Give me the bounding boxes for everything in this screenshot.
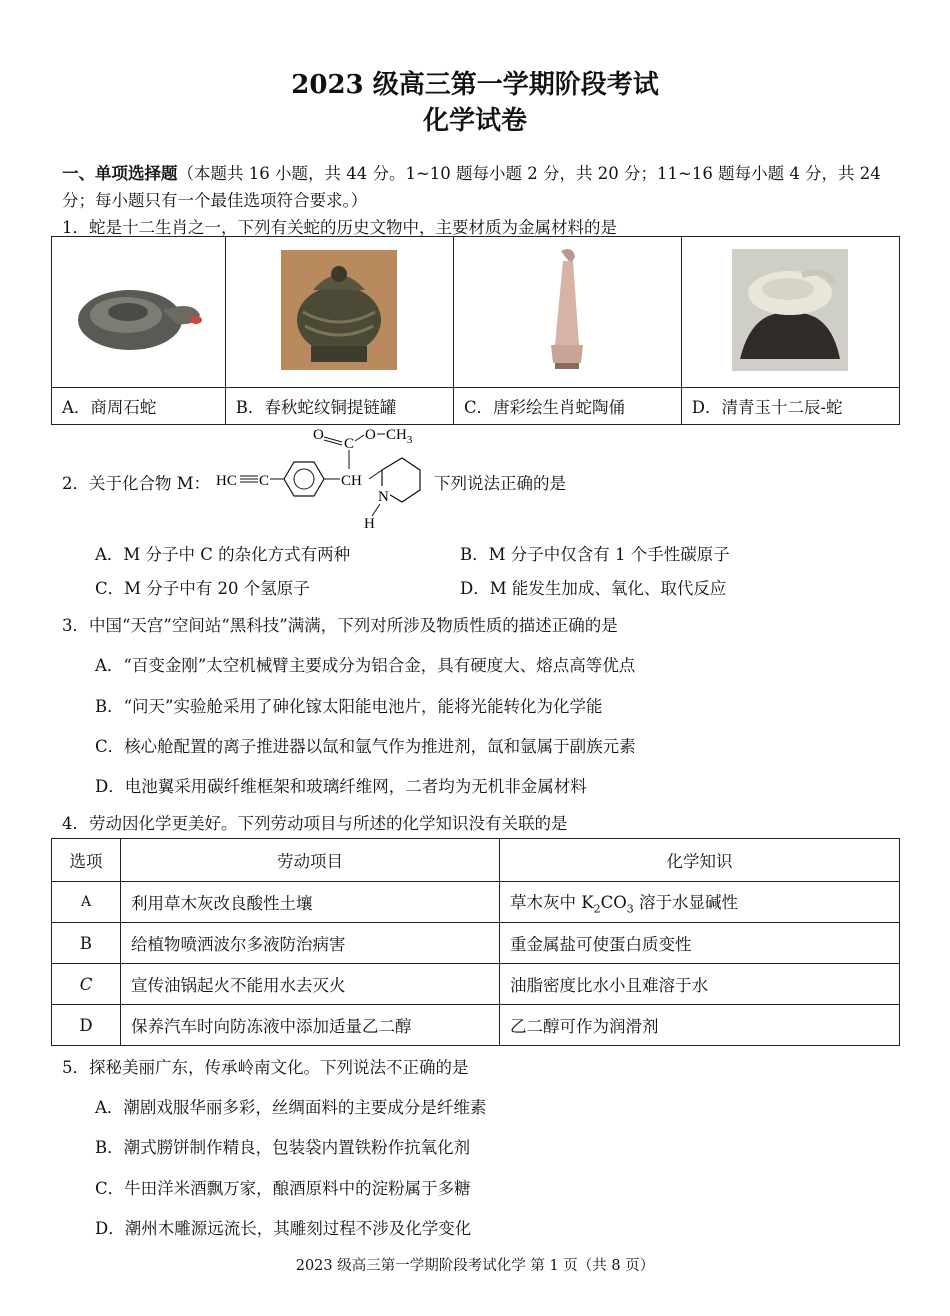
- q3-option-a[interactable]: A．“百变金刚”太空机械臂主要成分为铝合金，具有硬度大、熔点高等优点: [95, 656, 636, 675]
- row-labor-project: 利用草木灰改良酸性土壤: [121, 882, 500, 923]
- table-header-row: [52, 839, 900, 882]
- q2-option-a[interactable]: A．M 分子中 C 的杂化方式有两种: [95, 545, 351, 564]
- question-5-stem: 5．探秘美丽广东，传承岭南文化。下列说法不正确的是: [62, 1058, 469, 1077]
- q1-option-d[interactable]: D．清青玉十二辰-蛇: [681, 388, 899, 425]
- struct-n: N: [378, 489, 389, 505]
- compound-m-structure: [214, 424, 428, 532]
- bronze-jar-image-cell: [225, 237, 453, 388]
- struct-o-ester: O: [365, 427, 376, 443]
- q1-option-b[interactable]: B．春秋蛇纹铜提链罐: [225, 388, 453, 425]
- header-option: 选项: [52, 839, 121, 882]
- section-instructions-line1: [62, 160, 881, 184]
- struct-ch: CH: [341, 473, 362, 489]
- q5-option-d[interactable]: D．潮州木雕源远流长，其雕刻过程不涉及化学变化: [95, 1219, 472, 1238]
- stone-snake-image: [68, 260, 208, 360]
- row-labor-project: 给植物喷洒波尔多液防治病害: [121, 923, 500, 964]
- q2-option-d[interactable]: D．M 能发生加成、氧化、取代反应: [460, 579, 727, 598]
- header-labor-project: 劳动项目: [121, 839, 500, 882]
- q5-option-b[interactable]: B．潮式朥饼制作精良，包装袋内置铁粉作抗氧化剂: [95, 1138, 471, 1157]
- header-chem-knowledge: 化学知识: [500, 839, 900, 882]
- pottery-figurine-image-cell: [453, 237, 681, 388]
- row-option-label: D: [52, 1005, 121, 1046]
- question-1-image-table: [51, 236, 900, 425]
- table-row[interactable]: [52, 964, 900, 1005]
- table-row[interactable]: [52, 923, 900, 964]
- q1-option-a[interactable]: A．商周石蛇: [52, 388, 226, 425]
- question-4-stem: 4．劳动因化学更美好。下列劳动项目与所述的化学知识没有关联的是: [62, 814, 568, 833]
- bronze-jar-image: [281, 250, 397, 370]
- jade-snake-image-cell: [681, 237, 899, 388]
- struct-hc: HC: [216, 473, 237, 489]
- exam-subject-title: 化学试卷: [422, 106, 527, 136]
- q3-option-d[interactable]: D．电池翼采用碳纤维框架和玻璃纤维网，二者均为无机非金属材料: [95, 777, 587, 796]
- row-option-label: A: [52, 882, 121, 923]
- jade-snake-image: [732, 249, 848, 371]
- row-option-label: C: [52, 964, 121, 1005]
- q3-option-c[interactable]: C．核心舱配置的离子推进器以氙和氩气作为推进剂，氙和氩属于副族元素: [95, 737, 636, 756]
- struct-c: C: [259, 473, 270, 489]
- q2-option-b[interactable]: B．M 分子中仅含有 1 个手性碳原子: [460, 545, 730, 564]
- row-chem-knowledge: 重金属盐可使蛋白质变性: [500, 923, 900, 964]
- question-4-table: [51, 838, 900, 1046]
- struct-o-carbonyl: O: [313, 427, 324, 443]
- q5-option-a[interactable]: A．潮剧戏服华丽多彩，丝绸面料的主要成分是纤维素: [95, 1098, 487, 1117]
- question-2-prefix: 2．关于化合物 M：: [62, 474, 211, 493]
- q2-option-c[interactable]: C．M 分子中有 20 个氢原子: [95, 579, 310, 598]
- question-3-stem: 3．中国“天宫”空间站“黑科技”满满，下列对所涉及物质性质的描述正确的是: [62, 616, 618, 635]
- struct-ch3: $CH_3$: [386, 427, 413, 446]
- question-1-stem: 1．蛇是十二生肖之一，下列有关蛇的历史文物中，主要材质为金属材料的是: [62, 218, 617, 237]
- struct-h: H: [364, 516, 375, 532]
- q5-option-c[interactable]: C．牛田洋米酒飘万家，酿酒原料中的淀粉属于多糖: [95, 1179, 471, 1198]
- pottery-figurine-image: [537, 245, 597, 375]
- stone-snake-image-cell: [52, 237, 226, 388]
- row-labor-project: 保养汽车时向防冻液中添加适量乙二醇: [121, 1005, 500, 1046]
- q3-option-b[interactable]: B．“问天”实验舱采用了砷化镓太阳能电池片，能将光能转化为化学能: [95, 697, 603, 716]
- row-chem-knowledge: 草木灰中 $K_2CO_3$ 溶于水显碱性: [500, 882, 900, 923]
- row-chem-knowledge: 乙二醇可作为润滑剂: [500, 1005, 900, 1046]
- row-chem-knowledge: 油脂密度比水小且难溶于水: [500, 964, 900, 1005]
- section-instructions-line2: 分；每小题只有一个最佳选项符合要求。）: [62, 191, 368, 210]
- question-2-suffix: 下列说法正确的是: [434, 474, 566, 493]
- row-labor-project: 宣传油锅起火不能用水去灭火: [121, 964, 500, 1005]
- q1-option-c[interactable]: C．唐彩绘生肖蛇陶俑: [453, 388, 681, 425]
- row-option-label: B: [52, 923, 121, 964]
- section-heading: 一、单项选择题: [62, 164, 178, 183]
- exam-title: 2023 级高三第一学期阶段考试: [291, 70, 659, 100]
- page-footer: 2023 级高三第一学期阶段考试化学 第 1 页（共 8 页）: [295, 1258, 655, 1274]
- section-description: （本题共 16 小题，共 44 分。1~10 题每小题 2 分，共 20 分；11~16 题每小题 4 分，共 24: [177, 164, 881, 183]
- table-row[interactable]: [52, 882, 900, 923]
- struct-c-carbonyl: C: [344, 436, 355, 452]
- table-row[interactable]: [52, 1005, 900, 1046]
